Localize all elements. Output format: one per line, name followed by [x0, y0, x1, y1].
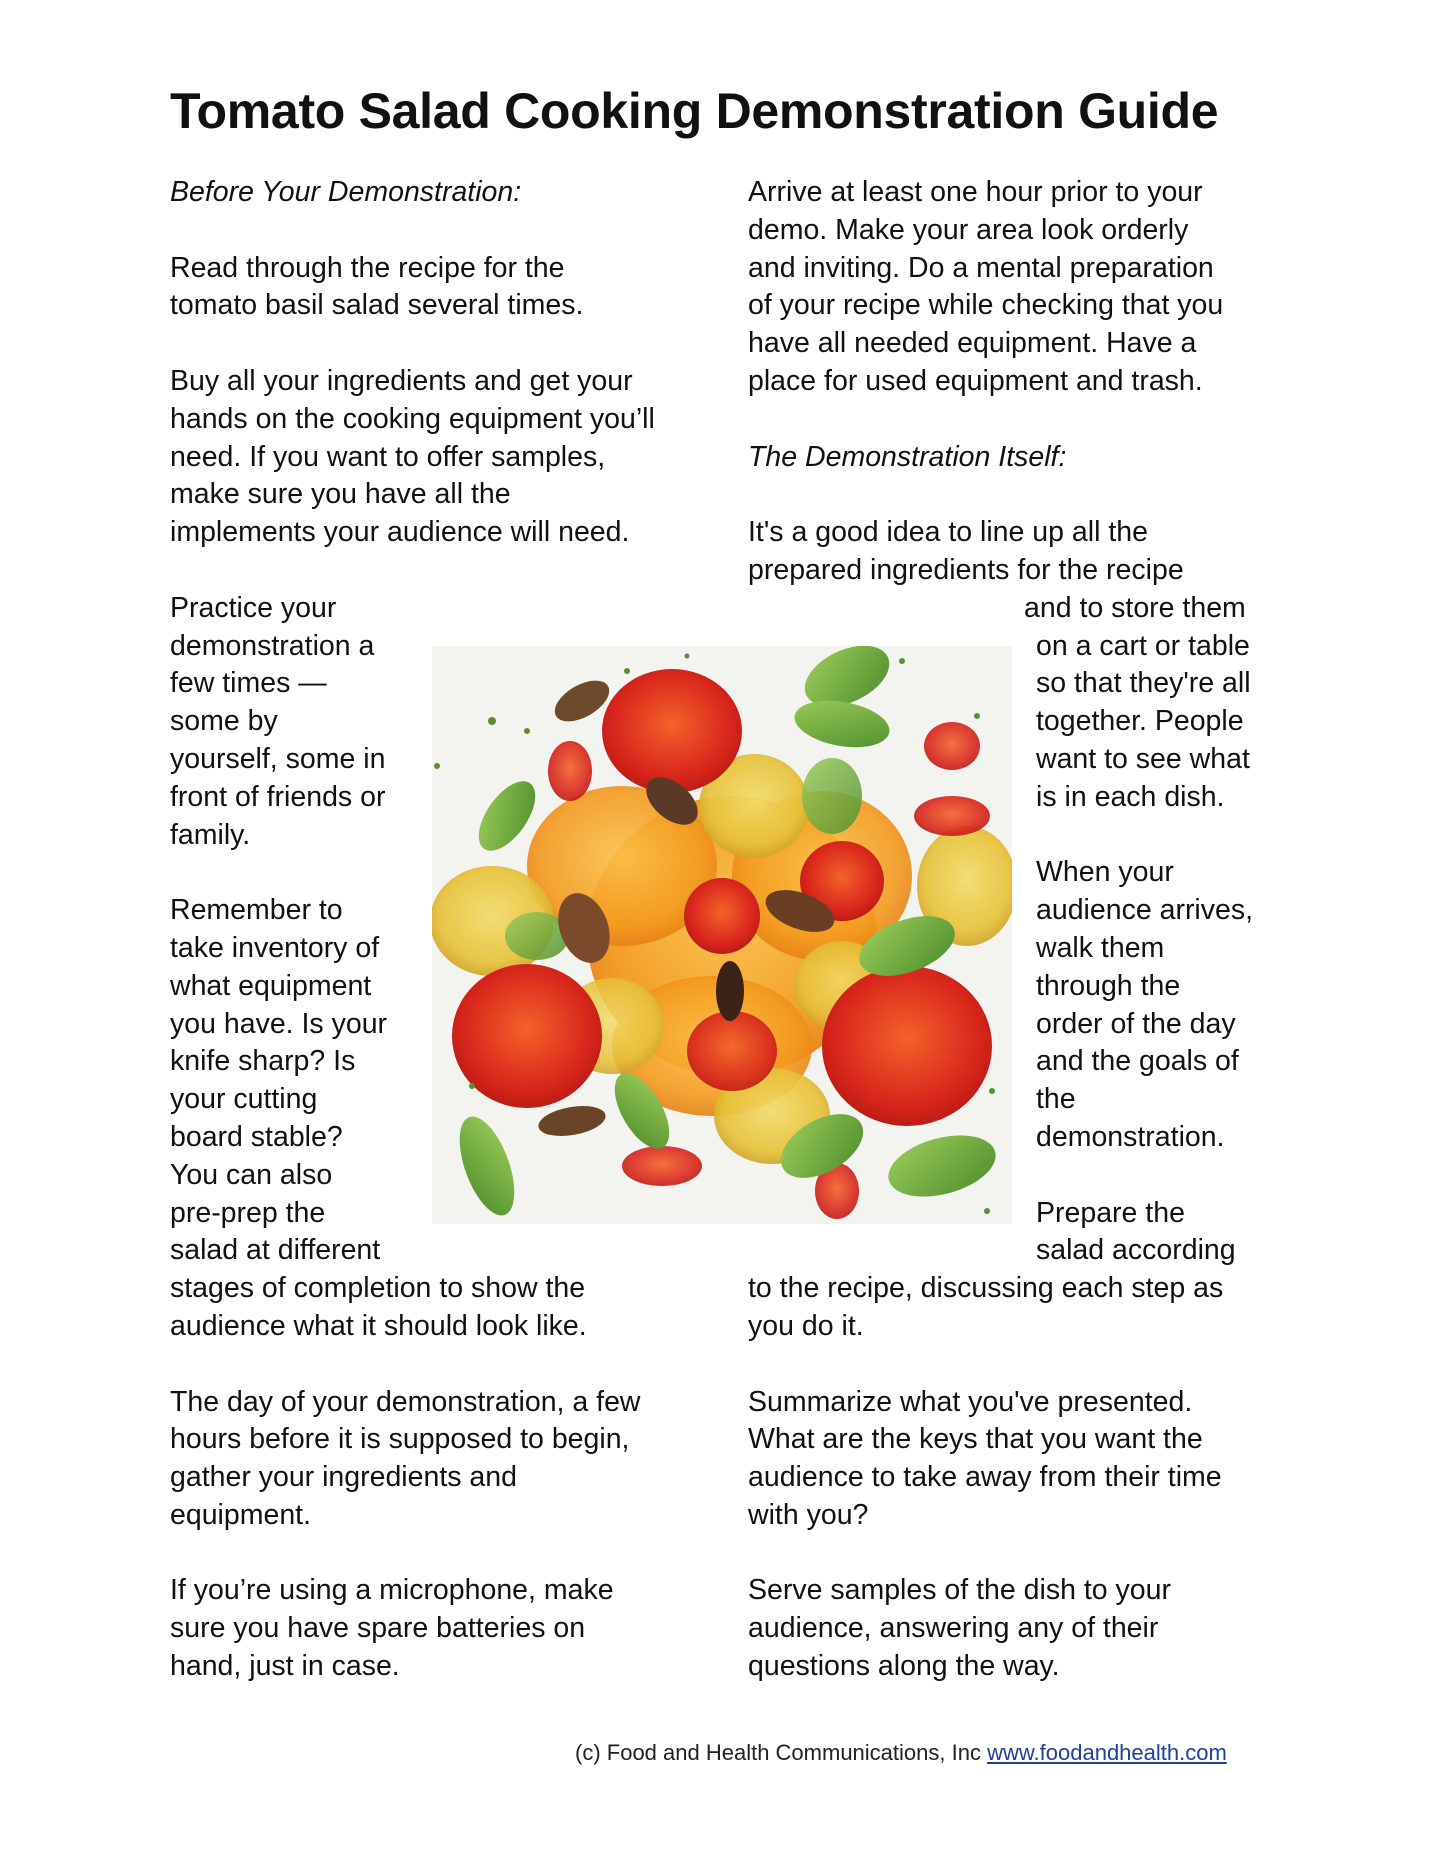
- basil-leaf: [802, 758, 862, 834]
- paragraph-practice: Practice your demonstration a few times — some by yourself, some in front of friends or family.: [170, 591, 386, 851]
- footer-credit: [575, 1740, 1227, 1766]
- herb-speck: [984, 1208, 990, 1214]
- page-title: Tomato Salad Cooking Demonstration Guide: [170, 83, 1219, 139]
- dark-leaf: [536, 1101, 608, 1140]
- herb-speck: [488, 717, 496, 725]
- tomato-slice-red: [924, 722, 980, 770]
- paragraph-serve: Serve samples of the dish to your audience, answering any of their questions along the way.: [748, 1574, 1171, 1683]
- herb-speck: [989, 1088, 995, 1094]
- website-link[interactable]: www.foodandhealth.com: [987, 1740, 1227, 1765]
- tomato-salad-photo: [432, 646, 1012, 1224]
- dark-leaf: [716, 961, 744, 1021]
- paragraph-prepare: Prepare the salad according to the recipe, discussing each step as you do it.: [748, 1196, 1236, 1342]
- herb-speck: [974, 713, 980, 719]
- herb-speck: [624, 668, 630, 674]
- copyright-text: (c) Food and Health Communications, Inc: [575, 1740, 981, 1765]
- tomato-slice-red: [687, 1011, 777, 1091]
- herb-speck: [469, 1083, 475, 1089]
- tomato-slice-red: [822, 966, 992, 1126]
- tomato-salad-illustration: [432, 646, 1012, 1224]
- basil-leaf: [791, 694, 893, 754]
- paragraph-microphone: If you’re using a microphone, make sure you have spare batteries on hand, just in case.: [170, 1574, 614, 1683]
- herb-speck: [524, 728, 530, 734]
- tomato-slice-red: [684, 878, 760, 954]
- herb-speck: [685, 654, 690, 659]
- section-heading-before: Before Your Demonstration:: [170, 176, 522, 208]
- paragraph-line-up: It's a good idea to line up all the prepared ingredients for the recipe and to store them on a cart or table so that they're all together. People want to see what is in each dish.: [748, 516, 1251, 813]
- paragraph-read-recipe: Read through the recipe for the tomato basil salad several times.: [170, 251, 584, 322]
- paragraph-buy-ingredients: Buy all your ingredients and get your hands on the cooking equipment you’ll need. If you want to offer samples, make sure you have all the implements your audience will need.: [170, 364, 655, 549]
- paragraph-day-of: The day of your demonstration, a few hours before it is supposed to begin, gather your ingredients and equipment.: [170, 1385, 641, 1531]
- paragraph-inventory: Remember to take inventory of what equipment you have. Is your knife sharp? Is your cutting board stable? You can also pre-prep the salad at different stages of completion to show the audience what it should look like.: [170, 894, 587, 1342]
- tomato-slice-red: [602, 669, 742, 793]
- tomato-slice-red: [548, 741, 592, 801]
- basil-leaf: [882, 1125, 1003, 1208]
- paragraph-audience-arrives: When your audience arrives, walk them through the order of the day and the goals of the demonstration.: [1036, 856, 1254, 1153]
- tomato-slice-red: [914, 796, 990, 836]
- section-heading-demonstration: The Demonstration Itself:: [748, 440, 1067, 473]
- paragraph-summarize: Summarize what you've presented. What are the keys that you want the audience to take away from their time with you?: [748, 1385, 1222, 1531]
- basil-leaf: [449, 1110, 526, 1223]
- paragraph-arrive: Arrive at least one hour prior to your demo. Make your area look orderly and inviting. Do a mental preparation of your recipe while checking that you have all needed equipment. Have a place for used equipment and trash.: [748, 176, 1224, 397]
- herb-speck: [899, 658, 905, 664]
- tomato-slice-red: [622, 1146, 702, 1186]
- herb-speck: [434, 763, 440, 769]
